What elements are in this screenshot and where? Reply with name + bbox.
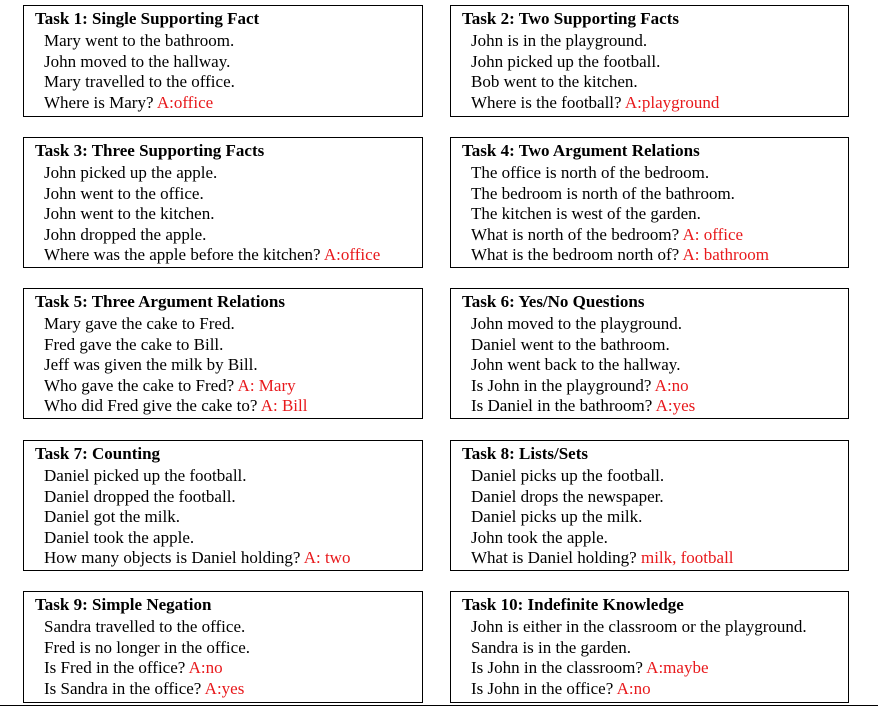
story-line: Daniel picks up the football. (471, 466, 665, 485)
task-box-2 (450, 5, 849, 117)
task-box-8 (450, 440, 849, 571)
task-box-5 (23, 288, 423, 419)
bottom-rule (0, 705, 878, 706)
task-title: Task 1: Single Supporting Fact (35, 9, 260, 28)
story-line: Daniel got the milk. (44, 507, 180, 526)
story-line: Fred is no longer in the office. (44, 637, 251, 657)
task-title: Task 7: Counting (35, 444, 161, 463)
story-line: John went to the kitchen. (44, 204, 215, 223)
story-line: Daniel picks up the milk. (471, 507, 643, 526)
answer: A:yes (655, 396, 696, 415)
answer: A: Mary (237, 375, 296, 395)
story-line: Bob went to the kitchen. (471, 72, 638, 91)
story-line: Sandra is in the garden. (471, 637, 632, 657)
story-line: John is either in the classroom or the playground. (471, 617, 807, 636)
story-line: Daniel took the apple. (44, 527, 195, 547)
answer: A:maybe (646, 658, 709, 677)
story-line: Mary travelled to the office. (44, 72, 235, 91)
answer: A:no (188, 658, 223, 677)
question-line: Is John in the office? A:no (471, 678, 651, 698)
story-line: John is in the playground. (471, 31, 648, 50)
answer: A: two (303, 548, 351, 567)
task-box-9 (23, 591, 423, 703)
story-line: The kitchen is west of the garden. (471, 204, 701, 223)
answer: A:no (654, 375, 689, 395)
story-line: John went to the office. (44, 183, 204, 203)
story-line: Daniel picked up the football. (44, 466, 247, 485)
story-line: The office is north of the bedroom. (471, 163, 710, 182)
answer: A:no (616, 678, 651, 698)
task-title: Task 3: Three Supporting Facts (35, 141, 265, 160)
question-line: What is the bedroom north of? A: bathroom (471, 245, 769, 264)
question-line: Is Sandra in the office? A:yes (44, 678, 245, 698)
story-line: Jeff was given the milk by Bill. (44, 355, 258, 374)
story-line: John dropped the apple. (44, 224, 207, 244)
story-line: John went back to the hallway. (471, 355, 681, 374)
answer: A:playground (624, 92, 720, 112)
story-line: John moved to the hallway. (44, 51, 231, 71)
answer: A:office (156, 92, 214, 112)
answer: A:yes (204, 678, 245, 698)
task-box-1 (23, 5, 423, 117)
story-line: Fred gave the cake to Bill. (44, 334, 224, 354)
answer: A: bathroom (682, 245, 769, 264)
question-line: Is Daniel in the bathroom? A:yes (471, 396, 696, 415)
task-box-10 (450, 591, 849, 703)
answer: A: office (682, 224, 744, 244)
story-line: Daniel dropped the football. (44, 486, 236, 506)
story-line: John picked up the football. (471, 51, 661, 71)
question-line: What is north of the bedroom? A: office (471, 224, 744, 244)
answer: A:office (323, 245, 381, 264)
question-line: Is Fred in the office? A:no (44, 658, 223, 677)
question-line: How many objects is Daniel holding? A: two (44, 548, 351, 567)
question-line: Is John in the playground? A:no (471, 375, 689, 395)
story-line: Daniel went to the bathroom. (471, 334, 670, 354)
story-line: John moved to the playground. (471, 314, 683, 333)
task-box-7 (23, 440, 423, 571)
task-box-3 (23, 137, 423, 268)
task-title: Task 10: Indefinite Knowledge (462, 595, 684, 614)
task-title: Task 9: Simple Negation (35, 595, 212, 614)
task-title: Task 2: Two Supporting Facts (462, 9, 679, 28)
story-line: The bedroom is north of the bathroom. (471, 183, 735, 203)
question-line: Is John in the classroom? A:maybe (471, 658, 709, 677)
question-line: What is Daniel holding? milk, football (471, 548, 734, 567)
story-line: John took the apple. (471, 527, 608, 547)
question-line: Who gave the cake to Fred? A: Mary (44, 375, 296, 395)
question-line: Where was the apple before the kitchen? A:office (44, 245, 381, 264)
story-line: Sandra travelled to the office. (44, 617, 246, 636)
answer: milk, football (640, 548, 734, 567)
task-title: Task 5: Three Argument Relations (35, 292, 285, 311)
task-title: Task 4: Two Argument Relations (462, 141, 700, 160)
task-title: Task 6: Yes/No Questions (462, 292, 645, 311)
task-box-6 (450, 288, 849, 419)
answer: A: Bill (260, 396, 308, 415)
story-line: Mary gave the cake to Fred. (44, 314, 235, 333)
story-line: John picked up the apple. (44, 163, 218, 182)
question-line: Where is the football? A:playground (471, 92, 720, 112)
question-line: Who did Fred give the cake to? A: Bill (44, 396, 308, 415)
story-line: Mary went to the bathroom. (44, 31, 235, 50)
task-box-4 (450, 137, 849, 268)
story-line: Daniel drops the newspaper. (471, 486, 664, 506)
question-line: Where is Mary? A:office (44, 92, 214, 112)
task-title: Task 8: Lists/Sets (462, 444, 588, 463)
